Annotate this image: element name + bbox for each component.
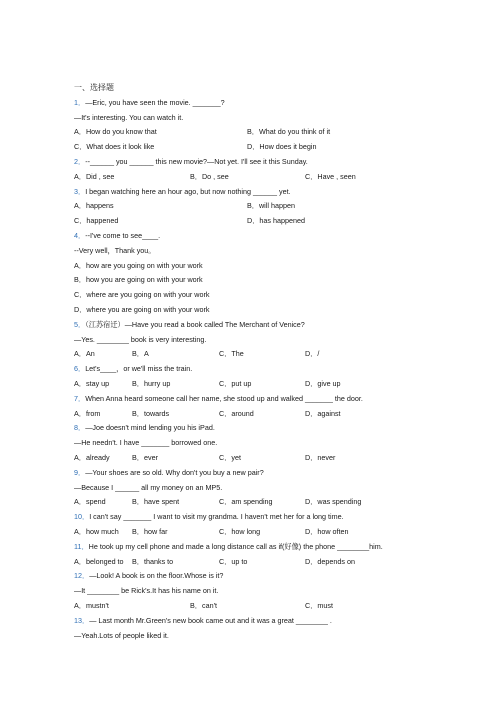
answer-option[interactable]: D．has happened: [247, 216, 305, 226]
answer-option[interactable]: A．spend: [74, 497, 106, 507]
question-text: —He needn't. I have _______ borrowed one.: [74, 438, 218, 448]
question-text: —Eric, you have seen the movie. _______?: [85, 97, 225, 107]
answer-option[interactable]: D．was spending: [305, 497, 362, 507]
answer-option[interactable]: C．how long: [219, 527, 261, 536]
answer-option[interactable]: B．What do you think of it: [247, 127, 331, 137]
question-text: — Last month Mr.Green's new book came out and it was a great ________ .: [89, 615, 332, 625]
question-stem: [74, 468, 264, 477]
question-number: 10．: [74, 512, 90, 522]
question-text: （江苏宿迁）—Have you read a book called The Merchant of Venice?: [85, 319, 305, 329]
question-number: 8．: [74, 423, 86, 433]
answer-option[interactable]: C．yet: [219, 453, 241, 462]
answer-option[interactable]: B．how you are going on with your work: [74, 275, 203, 285]
question-text: Let's____，or we'll miss the train.: [85, 364, 193, 374]
answer-option[interactable]: A．how are you going on with your work: [74, 260, 203, 270]
question-number: 11．: [74, 541, 89, 551]
question-text: —It's interesting. You can watch it.: [74, 112, 184, 122]
question-number: 1．: [74, 97, 86, 107]
question-text: —Your shoes are so old. Why don't you buy a new pair?: [85, 467, 264, 477]
answer-option[interactable]: C．up to: [219, 556, 248, 566]
question-text: I began watching here an hour ago, but now nothing ______ yet.: [85, 186, 291, 196]
answer-option[interactable]: D．how often: [305, 527, 349, 536]
question-text: —Because I ______ all my money on an MP5.: [74, 482, 223, 492]
answer-option[interactable]: C．around: [219, 408, 254, 418]
answer-option[interactable]: C．happened: [74, 216, 119, 226]
question-text: —Yes. ________ book is very interesting.: [74, 334, 207, 344]
answer-option[interactable]: D．How does it begin: [247, 142, 317, 152]
answer-option[interactable]: B．A: [132, 349, 149, 359]
question-number: 4．: [74, 231, 86, 240]
answer-option[interactable]: C．Have , seen: [305, 171, 356, 181]
question-number: 2．: [74, 157, 86, 166]
question-stem: [74, 231, 160, 240]
answer-option[interactable]: B．have spent: [132, 497, 180, 507]
question-text: When Anna heard someone call her name, she stood up and walked _______ the door.: [85, 393, 363, 403]
answer-option[interactable]: A．from: [74, 408, 101, 418]
question-text: He took up my cell phone and made a long distance call as if(好像) the phone ________him.: [88, 541, 383, 551]
question-text: —Look! A book is on the floor.Whose is it?: [89, 571, 224, 581]
answer-option[interactable]: B．how far: [132, 527, 168, 536]
answer-option[interactable]: A．how much: [74, 527, 119, 536]
question-stem: [74, 157, 308, 166]
answer-option[interactable]: A．already: [74, 453, 110, 462]
answer-option[interactable]: D．give up: [305, 379, 341, 388]
question-stem: [74, 364, 192, 373]
question-stem: [74, 542, 383, 551]
question-text: —Yeah.Lots of people liked it.: [74, 630, 169, 640]
answer-option[interactable]: A．stay up: [74, 379, 110, 388]
answer-option[interactable]: D．where you are going on with your work: [74, 305, 210, 314]
question-text: I can't say _______ I want to visit my grandma. I haven't met her for a long time.: [89, 512, 344, 522]
answer-option[interactable]: D．depends on: [305, 556, 355, 566]
answer-option[interactable]: C．where are you going on with your work: [74, 290, 210, 300]
question-text: --I've come to see____.: [85, 231, 161, 240]
question-number: 3．: [74, 186, 86, 196]
answer-option[interactable]: B．ever: [132, 453, 158, 462]
answer-option[interactable]: B．hurry up: [132, 379, 171, 388]
answer-option[interactable]: C．What does it look like: [74, 142, 155, 152]
answer-option[interactable]: C．put up: [219, 379, 252, 388]
question-stem: [74, 394, 363, 403]
question-stem: [74, 512, 344, 521]
answer-option[interactable]: A．An: [74, 349, 95, 359]
answer-option[interactable]: C．am spending: [219, 497, 273, 507]
question-number: 6．: [74, 364, 86, 374]
answer-option[interactable]: D．against: [305, 408, 341, 418]
question-stem: [74, 98, 225, 107]
answer-option[interactable]: C．The: [219, 349, 244, 359]
question-text: —It ________ be Rick's.It has his name on it.: [74, 586, 219, 596]
question-number: 7．: [74, 393, 86, 403]
answer-option[interactable]: B．Do , see: [190, 171, 229, 181]
question-stem: [74, 571, 223, 580]
answer-option[interactable]: B．thanks to: [132, 556, 174, 566]
answer-option[interactable]: A．Did , see: [74, 171, 115, 181]
question-stem: [74, 616, 332, 625]
question-stem: [74, 187, 291, 196]
answer-option[interactable]: D．/: [305, 349, 320, 359]
question-number: 12．: [74, 571, 90, 581]
answer-option[interactable]: A．How do you know that: [74, 127, 157, 137]
question-text: --Very well，Thank you。: [74, 245, 156, 255]
answer-option[interactable]: A．happens: [74, 201, 114, 211]
question-stem: [74, 320, 305, 329]
answer-option[interactable]: A．mustn't: [74, 601, 109, 610]
question-number: 5．: [74, 319, 86, 329]
answer-option[interactable]: C．must: [305, 601, 333, 610]
answer-option[interactable]: B．towards: [132, 408, 170, 418]
answer-option[interactable]: D．never: [305, 453, 336, 462]
question-text: --______ you ______ this new movie?—Not yet. I'll see it this Sunday.: [85, 157, 308, 166]
question-number: 9．: [74, 467, 86, 477]
answer-option[interactable]: B．can't: [190, 601, 217, 610]
section-title: 一、选择题: [74, 83, 114, 92]
question-text: —Joe doesn't mind lending you his iPad.: [85, 423, 215, 433]
question-number: 13．: [74, 615, 90, 625]
answer-option[interactable]: A．belonged to: [74, 556, 124, 566]
question-stem: [74, 423, 215, 432]
answer-option[interactable]: B．will happen: [247, 201, 295, 211]
